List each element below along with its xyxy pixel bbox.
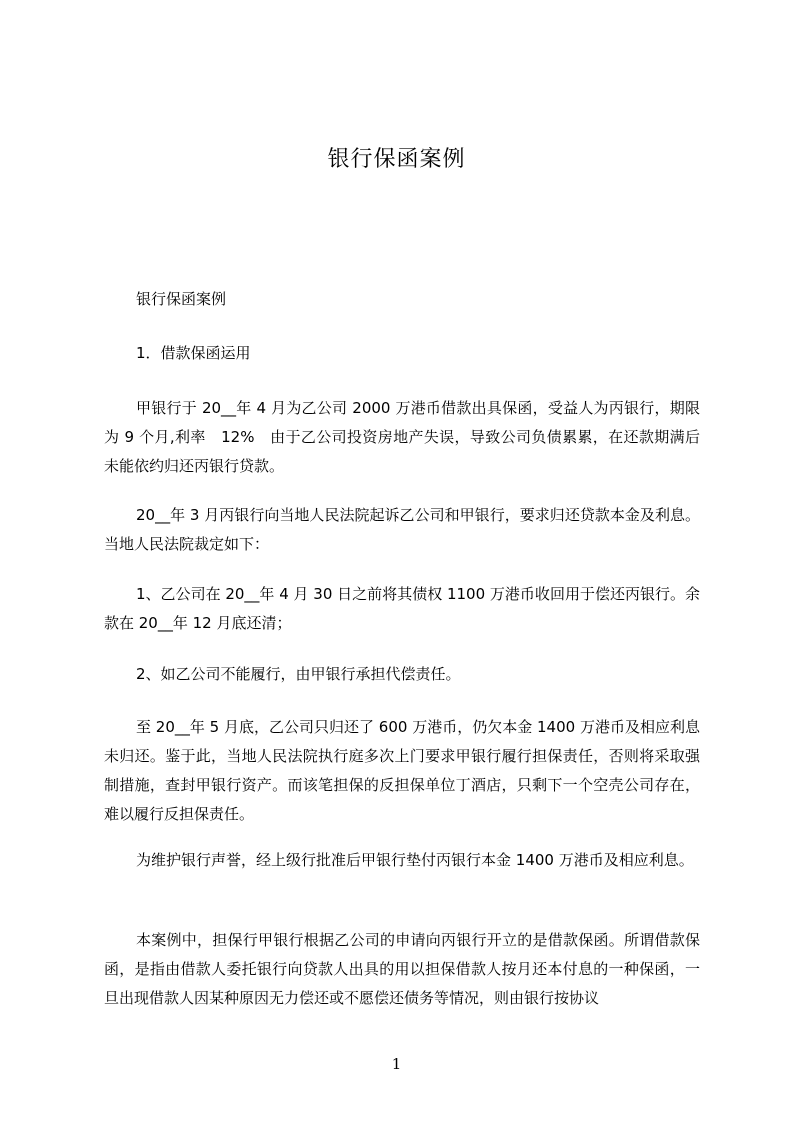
paragraph-ruling-item-2: 2、如乙公司不能履行，由甲银行承担代偿责任。: [136, 665, 461, 683]
paragraph-section-heading: 1．借款保函运用: [136, 344, 251, 362]
paragraph-case-background: 甲银行于 20__年 4 月为乙公司 2000 万港币借款出具保函，受益人为丙银行，期限为 9 个月,利率 12% 由于乙公司投资房地产失误，导致公司负债累累，在还款期满后未能依约归还丙银行贷款。: [104, 399, 700, 475]
paragraph-ruling-item-1: 1、乙公司在 20__年 4 月 30 日之前将其债权 1100 万港币收回用于偿还丙银行。余款在 20__年 12 月底还清；: [104, 585, 700, 632]
paragraph-heading: 银行保函案例: [136, 290, 227, 308]
paragraph-analysis: 本案例中，担保行甲银行根据乙公司的申请向丙银行开立的是借款保函。所谓借款保函，是指由借款人委托银行向贷款人出具的用以担保借款人按月还本付息的一种保函，一旦出现借款人因某种原因无力偿还或不愿偿还债务等情况，则由银行按协议: [104, 931, 700, 1007]
paragraph-payment: 为维护银行声誉，经上级行批准后甲银行垫付丙银行本金 1400 万港币及相应利息。: [136, 851, 694, 869]
paragraph-enforcement: 至 20__年 5 月底，乙公司只归还了 600 万港币，仍欠本金 1400 万港币及相应利息未归还。鉴于此，当地人民法院执行庭多次上门要求甲银行履行担保责任，否则将采取强制措施，查封甲银行资产。而该笔担保的反担保单位丁酒店，只剩下一个空壳公司存在，难以履行反担保责任。: [104, 718, 700, 823]
paragraph-lawsuit: 20__年 3 月丙银行向当地人民法院起诉乙公司和甲银行，要求归还贷款本金及利息。当地人民法院裁定如下：: [104, 506, 700, 553]
page-number: 1: [391, 1055, 402, 1073]
document-title: 银行保函案例: [327, 147, 466, 172]
